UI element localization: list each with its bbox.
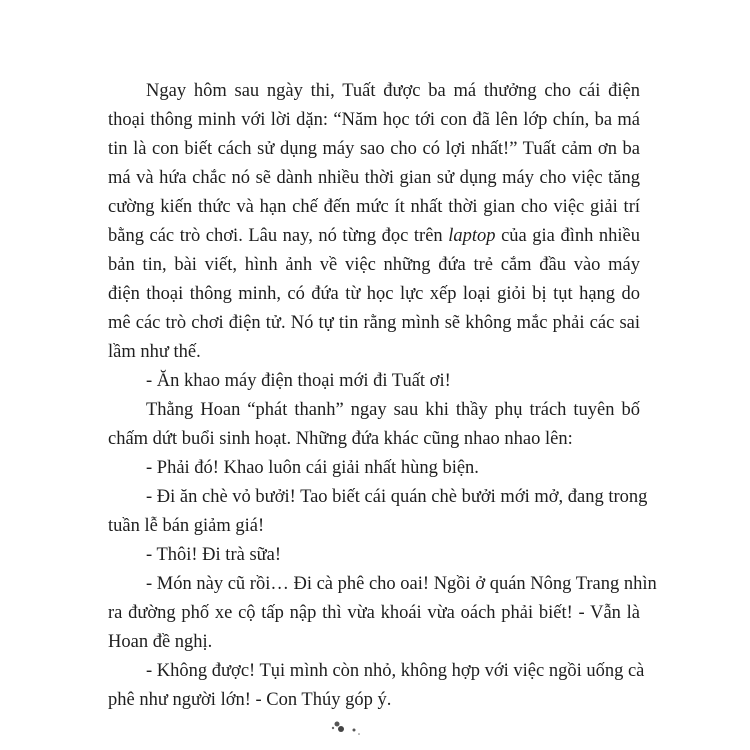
text-line: má và hứa chắc nó sẽ dành nhiều thời gian sử dụng máy cho việc tăng	[108, 168, 640, 188]
paragraph-3	[108, 396, 640, 454]
text-line: tin là con biết cách sử dụng máy sao cho có lợi nhất!” Tuất cảm ơn ba	[108, 139, 640, 159]
ornament-dots-icon	[330, 718, 370, 738]
paragraph-5	[108, 483, 648, 541]
text-line: Thằng Hoan “phát thanh” ngay sau khi thầy phụ trách tuyên bố	[146, 400, 640, 420]
paragraph-2	[108, 367, 640, 396]
text-line: - Thôi! Đi trà sữa!	[146, 545, 282, 565]
text-line	[108, 222, 640, 251]
text-line: ra đường phố xe cộ tấp nập thì vừa khoái vừa oách phải biết! - Vẫn là	[108, 603, 640, 623]
text-body	[108, 77, 657, 715]
text-line: điện thoại thông minh, có đứa từ học lực xếp loại giỏi bị tụt hạng do	[108, 284, 640, 304]
text-segment: của gia đình nhiều	[495, 226, 640, 246]
text-line: - Phải đó! Khao luôn cái giải nhất hùng biện.	[146, 458, 479, 478]
text-segment: bằng các trò chơi. Lâu nay, nó từng đọc trên	[108, 226, 449, 246]
paragraph-1	[108, 77, 640, 367]
text-line: thoại thông minh với lời dặn: “Năm học tới con đã lên lớp chín, ba má	[108, 110, 640, 130]
paragraph-4	[108, 454, 640, 483]
text-line: Ngay hôm sau ngày thi, Tuất được ba má thưởng cho cái điện	[146, 81, 640, 101]
text-line: lầm như thế.	[108, 342, 201, 362]
text-line: mê các trò chơi điện tử. Nó tự tin rằng mình sẽ không mắc phải các sai	[108, 313, 640, 333]
text-line: tuần lễ bán giảm giá!	[108, 516, 265, 536]
text-line: - Món này cũ rồi… Đi cà phê cho oai! Ngồi ở quán Nông Trang nhìn	[146, 574, 657, 594]
text-line: chấm dứt buổi sinh hoạt. Những đứa khác cũng nhao nhao lên:	[108, 429, 573, 449]
text-line: - Đi ăn chè vỏ bưởi! Tao biết cái quán chè bưởi mới mở, đang trong	[146, 487, 648, 507]
text-line: bản tin, bài viết, hình ảnh về việc những đứa trẻ cắm đầu vào máy	[108, 255, 640, 275]
paragraph-8	[108, 657, 645, 715]
text-line: phê như người lớn! - Con Thúy góp ý.	[108, 690, 392, 710]
italic-word: laptop	[448, 226, 496, 246]
text-line: - Ăn khao máy điện thoại mới đi Tuất ơi!	[146, 371, 451, 391]
paragraph-6	[108, 541, 640, 570]
paragraph-7	[108, 570, 657, 657]
text-line: - Không được! Tụi mình còn nhỏ, không hợp với việc ngồi uống cà	[146, 661, 645, 681]
text-line: cường kiến thức và hạn chế đến mức ít nhất thời gian cho việc giải trí	[108, 197, 640, 217]
text-line: Hoan đề nghị.	[108, 632, 213, 652]
